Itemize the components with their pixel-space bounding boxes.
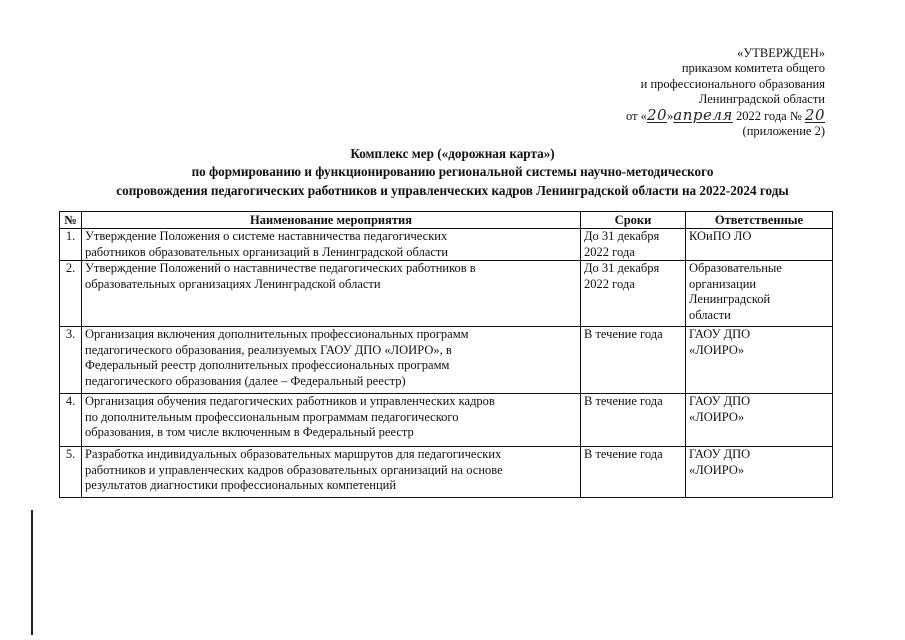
- row-deadline-line: В течение года: [584, 447, 663, 461]
- header-deadline: Сроки: [581, 212, 686, 229]
- row-deadline: [581, 394, 686, 447]
- row-number: 5.: [60, 447, 82, 498]
- approved-label: «УТВЕРЖДЕН»: [737, 46, 825, 60]
- table-row: [60, 394, 833, 447]
- row-name-line: Разработка индивидуальных образовательных маршрутов для педагогических: [85, 447, 502, 461]
- table-row: [60, 261, 833, 327]
- row-name-line: Федеральный реестр дополнительных профессиональных программ: [85, 358, 450, 372]
- row-name-line: Утверждение Положений о наставничестве педагогических работников в: [85, 261, 476, 275]
- table-row: [60, 229, 833, 261]
- table-row: [60, 327, 833, 394]
- date-day-handwritten: 20: [646, 105, 668, 124]
- row-name-line: работников образовательных организаций в Ленинградской области: [85, 244, 449, 259]
- row-number: 1.: [60, 229, 82, 261]
- row-responsible-line: Образовательные: [689, 261, 782, 275]
- order-of-label: приказом комитета общего: [681, 61, 825, 76]
- row-responsible: [686, 394, 833, 447]
- title-line-2: по формированию и функционированию региональной системы научно-методического: [191, 164, 714, 180]
- document-title: [60, 145, 845, 200]
- row-responsible-line: ГАОУ ДПО: [689, 394, 751, 408]
- row-deadline-line: До 31 декабря: [584, 229, 660, 243]
- row-responsible-line: организации: [689, 276, 757, 291]
- row-deadline: [581, 261, 686, 327]
- row-responsible: [686, 327, 833, 394]
- row-deadline: [581, 229, 686, 261]
- margin-line: [31, 510, 33, 635]
- row-responsible-line: ГАОУ ДПО: [689, 447, 751, 461]
- header-num: №: [60, 212, 82, 229]
- committee-label: и профессионального образования: [640, 76, 825, 91]
- row-name-line: образования, в том числе включенным в Федеральный реестр: [85, 425, 414, 439]
- row-number: 4.: [60, 394, 82, 447]
- header-name: Наименование мероприятия: [82, 212, 581, 229]
- row-responsible: [686, 261, 833, 327]
- row-name: [82, 447, 581, 498]
- date-prefix: от «: [626, 108, 647, 123]
- row-name: [82, 261, 581, 327]
- appendix-label: (приложение 2): [742, 124, 825, 139]
- row-responsible-line: ГАОУ ДПО: [689, 327, 751, 341]
- roadmap-table: [59, 211, 833, 498]
- row-name-line: Организация обучения педагогических работников и управленческих кадров: [85, 394, 495, 408]
- table-header-row: [60, 212, 833, 229]
- row-responsible-line: «ЛОИРО»: [689, 342, 745, 357]
- row-number: 2.: [60, 261, 82, 327]
- row-name: [82, 327, 581, 394]
- row-responsible: [686, 447, 833, 498]
- approval-stamp: [626, 46, 825, 139]
- row-name-line: педагогического образования (далее – Федеральный реестр): [85, 373, 406, 388]
- row-deadline-line: В течение года: [584, 327, 663, 341]
- row-deadline: [581, 447, 686, 498]
- order-number-handwritten: 20: [804, 105, 825, 124]
- row-deadline-line: До 31 декабря: [584, 261, 660, 275]
- row-name: [82, 394, 581, 447]
- row-name-line: педагогического образования, реализуемых ГАОУ ДПО «ЛОИРО», в: [85, 342, 452, 357]
- row-name: [82, 229, 581, 261]
- row-deadline-line: 2022 года: [584, 244, 635, 259]
- region-label: Ленинградской области: [698, 92, 825, 107]
- row-responsible: [686, 229, 833, 261]
- order-date-line: [626, 105, 825, 124]
- row-deadline: [581, 327, 686, 394]
- date-year: 2022 года №: [732, 108, 805, 123]
- row-number: 3.: [60, 327, 82, 394]
- row-responsible-line: «ЛОИРО»: [689, 462, 745, 477]
- title-line-1: Комплекс мер («дорожная карта»): [350, 146, 555, 161]
- row-responsible-line: КОиПО ЛО: [689, 229, 752, 243]
- row-name-line: Организация включения дополнительных профессиональных программ: [85, 327, 469, 341]
- date-month-handwritten: апреля: [673, 105, 733, 124]
- row-name-line: работников и управленческих кадров образовательных организаций на основе: [85, 462, 503, 477]
- date-mid: »: [667, 108, 674, 123]
- row-responsible-line: «ЛОИРО»: [689, 409, 745, 424]
- header-responsible: Ответственные: [686, 212, 833, 229]
- row-responsible-line: Ленинградской: [689, 292, 771, 306]
- row-name-line: результатов диагностики профессиональных компетенций: [85, 478, 397, 492]
- row-name-line: по дополнительным профессиональным программам педагогического: [85, 409, 459, 424]
- row-deadline-line: В течение года: [584, 394, 663, 408]
- table-row: [60, 447, 833, 498]
- row-name-line: образовательных организациях Ленинградской области: [85, 276, 381, 291]
- title-line-3: сопровождения педагогических работников и управленческих кадров Ленинградской области на 2022-2024 годы: [116, 182, 789, 198]
- row-name-line: Утверждение Положения о системе наставничества педагогических: [85, 229, 448, 243]
- row-deadline-line: 2022 года: [584, 276, 635, 291]
- row-responsible-line: области: [689, 307, 731, 322]
